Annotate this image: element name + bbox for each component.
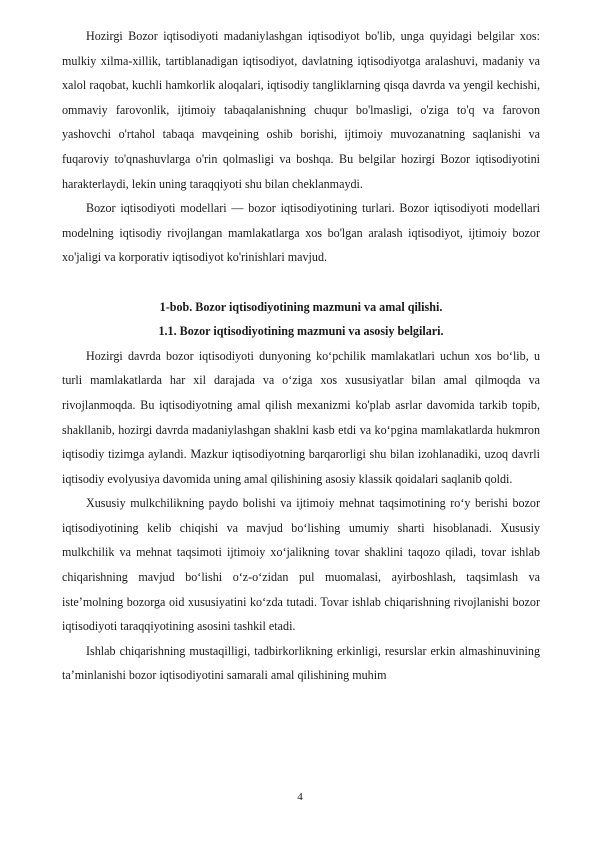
blank-line xyxy=(62,270,540,295)
body-paragraph: Bozor iqtisodiyoti modellari — bozor iqtisodiyotining turlari. Bozor iqtisodiyoti modellari modelning iqtisodiy rivojlangan mamlakatlarga xos bo'lgan aralash iqtisodiyot, ijtimoiy bozor xo'jaligi va korporativ iqtisodiyot ko'rinishlari mavjud. xyxy=(62,201,540,265)
page-number: 4 xyxy=(297,791,303,803)
body-paragraph: Ishlab chiqarishning mustaqilligi, tadbirkorlikning erkinligi, resurslar erkin almashinuvining ta’minlanishi bozor iqtisodiyotini samarali amal qilishining muhim xyxy=(62,643,540,683)
body-paragraph: Xususiy mulkchilikning paydo bolishi va ijtimoiy mehnat taqsimotining ro‘y berishi bozor iqtisodiyotining kelib chiqishi va mavjud bo‘lishing umumiy sharti hisoblanadi. Xususiy mulkchilik va mehnat taqsimoti ijtimoiy xo‘jalikning tovar shaklini taqozo qiladi, tovar ishlab chiqarishning mavjud bo‘lishi o‘z-o‘zidan pul muomalasi, ayirboshlash, taqsimlash va iste’molning bozorga oid xususiyatini ko‘zda tutadi. Tovar ishlab chiqarishning rivojlanishi bozor iqtisodiyoti taraqqiyotining asosini tashkil etadi. xyxy=(62,496,540,634)
section-heading: 1.1. Bozor iqtisodiyotining mazmuni va asosiy belgilari. xyxy=(158,324,444,339)
chapter-heading: 1-bob. Bozor iqtisodiyotining mazmuni va amal qilishi. xyxy=(159,299,443,314)
page-body xyxy=(62,24,540,688)
body-paragraph: Hozirgi Bozor iqtisodiyoti madaniylashgan iqtisodiyot bo'lib, unga quyidagi belgilar xos: mulkiy xilma-xillik, tartiblanadigan iqtisodiyot, davlatning iqtisodiyotga aralashuvi, madaniy va xalol raqobat, kuchli hamkorlik aloqalari, iqtisodiy tangliklarning qisqa davrda va yengil kechishi, ommaviy farovonlik, ijtimoiy tabaqalanishning chuqur bo'lmasligi, o'ziga to'q va farovon yashovchi o'rtahol tabaqa mavqeining oshib borishi, ijtimoiy muvozanatning saqlanishi va fuqaroviy to'qnashuvlarga o'rin qolmasligi va boshqa. Bu belgilar hozirgi Bozor iqtisodiyotini harakterlaydi, lekin uning taraqqiyoti shu bilan cheklanmaydi. xyxy=(62,29,540,191)
body-paragraph: Hozirgi davrda bozor iqtisodiyoti dunyoning ko‘pchilik mamlakatlari uchun xos bo‘lib, u turli mamlakatlarda har xil darajada va o‘ziga xos xususiyatlar bilan amal qilmoqda va rivojlanmoqda. Bu iqtisodiyotning amal qilish mexanizmi ko'plab asrlar davomida tarkib topib, shakllanib, hozirgi davrda madaniylashgan shaklni kasb etdi va ko‘pgina mamlakatlarda hukmron iqtisodiy tizimga aylandi. Mazkur iqtisodiyotning barqarorligi shu bilan izohlanadiki, uzoq davrli iqtisodiy evolyusiya davomida uning amal qilishining asosiy klassik qoidalari saqlanib qoldi. xyxy=(62,348,540,486)
